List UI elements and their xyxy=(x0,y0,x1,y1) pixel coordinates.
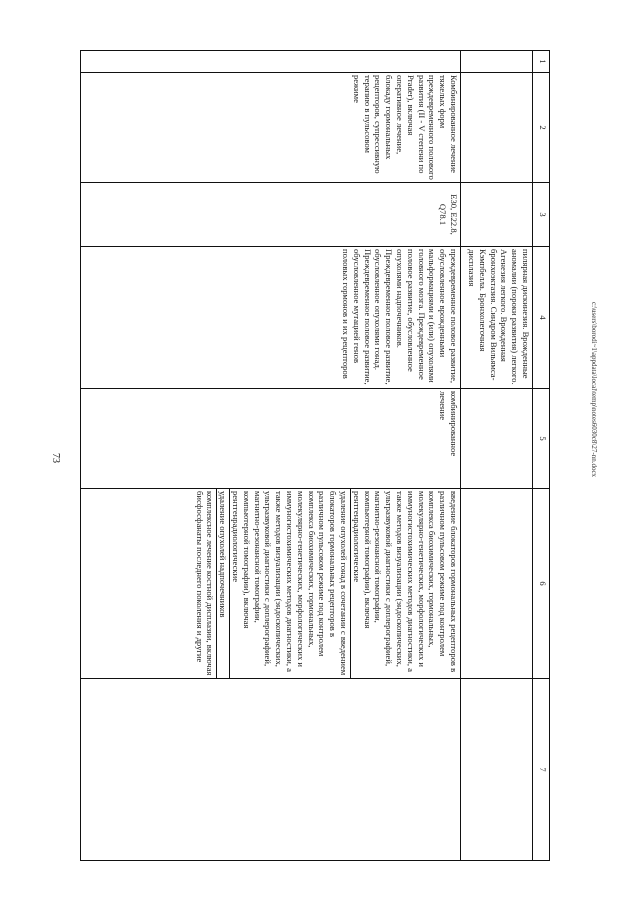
continued-cell-5 xyxy=(461,389,533,489)
treatment-method-1: введение блокаторов гормональных рецепторов в различном пульсовом режиме под контролем комплекса биохимических, гормональных, молекулярно-генетических, морфологических и иммуногистохимических методов диагностики, а также методов визуализации (эндоскопических, ультразвуковой диагностики с доплерографией, магнитно-резонансной томографии, компьютерной томографии), включая рентгенрадиологические xyxy=(351,491,459,673)
icd-codes-cell: E30, E22.8, Q78.1 xyxy=(81,183,461,247)
column-7-cell xyxy=(81,679,461,861)
treatment-method-3: удаление опухолей надпочечников xyxy=(217,489,230,678)
diagnosis-cell: преждевременное половое развитие, обусловленное врожденными мальформациями и (или) опухолями головного мозга. Преждевременное половое развитие, обусловленное опухолями надпочечников. Преждевременное половое развитие, обусловленное опухолями гонад. Преждевременное половое развитие, обусловленное мутацией генов половых гормонов и их рецепторов xyxy=(81,247,461,389)
treatment-method-4: комплексное лечение костной дисплазии, включая бисфосфанаты последнего поколения и другие xyxy=(194,489,218,678)
continued-cell-6 xyxy=(461,489,533,679)
column-number-7: 7 xyxy=(533,679,550,861)
continued-row xyxy=(461,51,533,861)
rotated-table-container xyxy=(80,50,550,860)
continued-cell-3 xyxy=(461,183,533,247)
table-row xyxy=(81,51,461,861)
column-number-row xyxy=(533,51,550,861)
continued-cell-2 xyxy=(461,73,533,183)
column-number-3: 3 xyxy=(533,183,550,247)
footer-file-path: c:\users\borodi~1\appdata\local\temp\notes6030c8\27-nn.docx xyxy=(590,302,598,478)
treatment-methods-cell xyxy=(81,489,461,679)
page-number: 73 xyxy=(50,453,61,463)
column-number-2: 2 xyxy=(533,73,550,183)
column-number-6: 6 xyxy=(533,489,550,679)
continued-diagnosis-cell: пилярная дискинезия. Врожденные аномалии (пороки развития) легкого. Агенезия легкого. Врожденная бронхоэктазия. Синдром Вильямса-Кэмпбелла. Бронхолегочная дисплазия xyxy=(461,247,533,389)
continued-cell-7 xyxy=(461,679,533,861)
procedures-table xyxy=(80,50,550,861)
continued-cell-1 xyxy=(461,51,533,73)
column-number-1: 1 xyxy=(533,51,550,73)
treatment-type-cell: комбинированное лечение xyxy=(81,389,461,489)
row-number-cell xyxy=(81,51,461,73)
procedure-name-cell: Комбинированное лечение тяжелых форм преждевременного полового развития (II - V степени по Prader), включая оперативное лечение, блокаду гормональных рецепторов, супрессивную терапию в пульсовом режиме xyxy=(81,73,461,183)
treatment-method-2: удаление опухолей гонад в сочетании с введением блокаторов гормональных рецепторов в различном пульсовом режиме под контролем комплекса биохимических, гормональных, молекулярно-генетических, морфологических и иммуногистохимических методов диагностики, а также методов визуализации (эндоскопических, ультразвуковой диагностики с доплерографией, магнитно-резонансной томографии, компьютерной томографии), включая рентгенрадиологические xyxy=(230,489,351,678)
column-number-5: 5 xyxy=(533,389,550,489)
column-number-4: 4 xyxy=(533,247,550,389)
